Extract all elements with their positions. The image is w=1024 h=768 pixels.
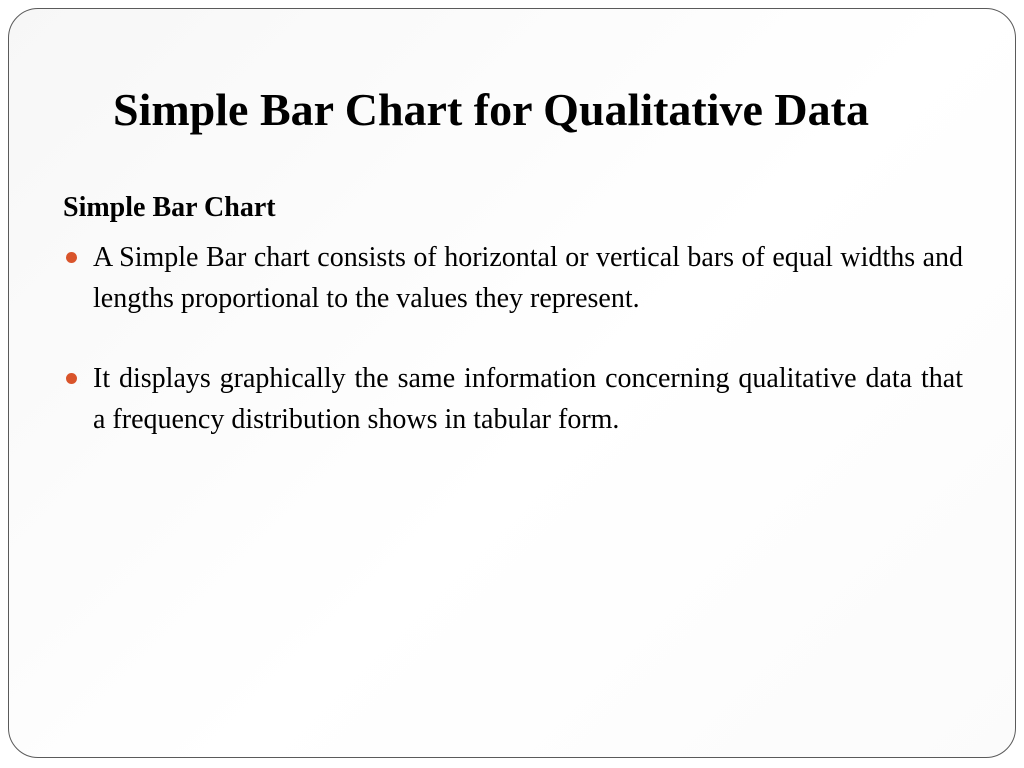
slide-frame [8,8,1016,758]
bullet-dot-icon [66,252,77,263]
bullet-dot-icon [66,373,77,384]
section-subheading: Simple Bar Chart [63,192,276,223]
bullet-text: A Simple Bar chart consists of horizontal or vertical bars of equal widths and lengths proportional to the values they represent. [93,242,963,314]
slide-title: Simple Bar Chart for Qualitative Data [113,84,869,135]
bullet-item [63,359,963,440]
bullet-text: It displays graphically the same information concerning qualitative data that a frequency distribution shows in tabular form. [93,363,963,435]
bullet-list [63,238,963,440]
bullet-item [63,238,963,319]
